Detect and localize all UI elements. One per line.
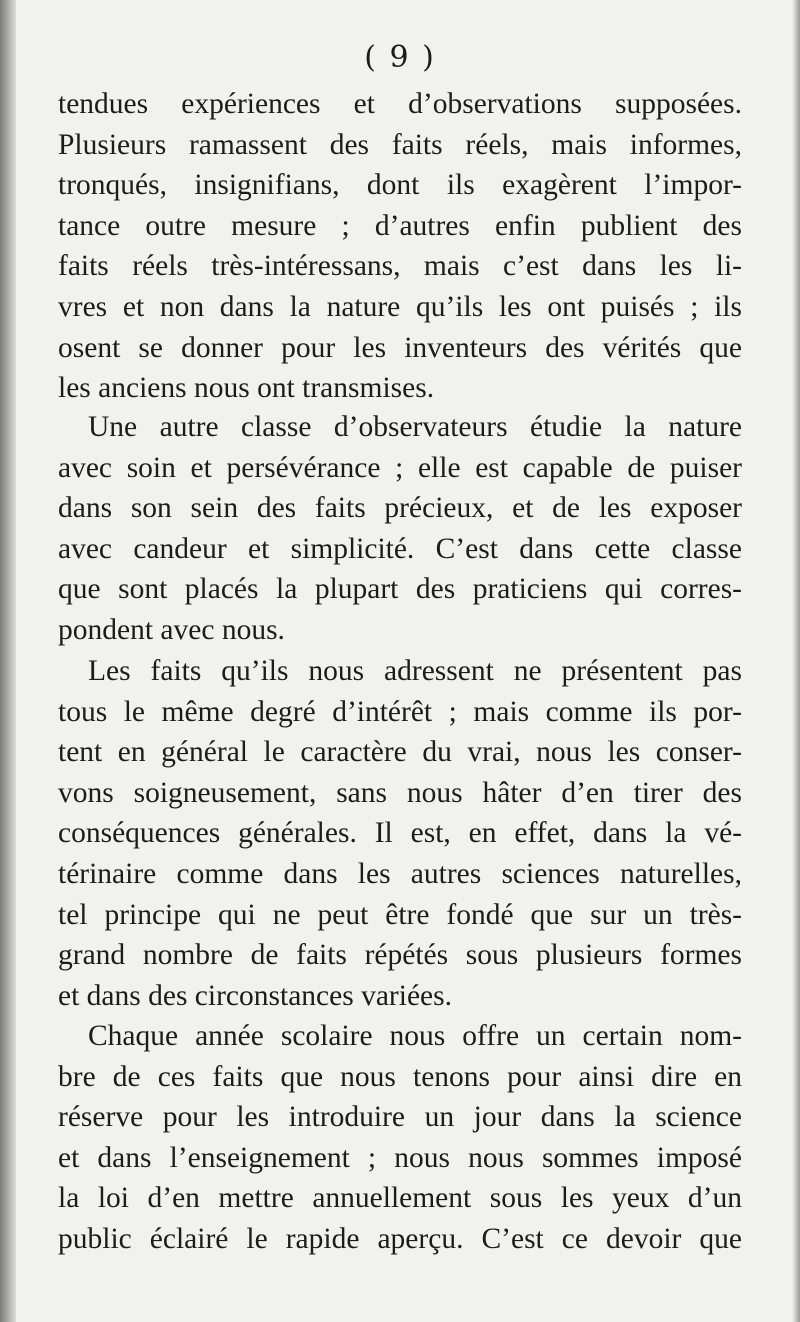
text-line: vons soigneusement, sans nous hâter d’en tirer des xyxy=(58,776,742,809)
text-line: Les faits qu’ils nous adressent ne présentent pas xyxy=(88,655,742,687)
text-line: conséquences générales. Il est, en effet, dans la vé- xyxy=(58,817,742,850)
text-line: pondent avec nous. xyxy=(58,613,285,646)
text-line: et dans l’enseignement ; nous nous sommes imposé xyxy=(58,1141,742,1174)
text-line: vres et non dans la nature qu’ils les ont puisés ; ils xyxy=(58,290,742,323)
paragraph-4 xyxy=(58,1016,742,1260)
text-line: avec candeur et simplicité. C’est dans cette classe xyxy=(58,532,742,565)
text-line: réserve pour les introduire un jour dans la science xyxy=(58,1101,742,1134)
text-line: tent en général le caractère du vrai, nous les conser- xyxy=(58,736,742,769)
text-line: bre de ces faits que nous tenons pour ainsi dire en xyxy=(58,1060,742,1093)
text-line: la loi d’en mettre annuellement sous les yeux d’un xyxy=(58,1182,742,1215)
paragraph-2 xyxy=(58,407,742,651)
page-number: ( 9 ) xyxy=(364,40,436,75)
page-right-edge-shadow xyxy=(792,0,800,1322)
text-line: dans son sein des faits précieux, et de les exposer xyxy=(58,492,742,525)
text-line: tous le même degré d’intérêt ; mais comme ils por- xyxy=(58,695,742,728)
paragraph-1 xyxy=(58,84,742,409)
text-line: les anciens nous ont transmises. xyxy=(58,372,435,405)
text-line: tance outre mesure ; d’autres enfin publient des xyxy=(58,209,742,242)
text-line: Plusieurs ramassent des faits réels, mais informes, xyxy=(58,128,742,161)
text-line: tendues expériences et d’observations supposées. xyxy=(58,88,742,120)
text-line: tronqués, insignifians, dont ils exagèrent l’impor- xyxy=(58,169,742,202)
paragraph-3 xyxy=(58,651,742,1016)
text-line: Chaque année scolaire nous offre un certain nom- xyxy=(88,1020,742,1052)
page-left-edge-shadow xyxy=(0,0,16,1322)
text-line: que sont placés la plupart des praticiens qui corres- xyxy=(58,573,742,606)
text-line: public éclairé le rapide aperçu. C’est ce devoir que xyxy=(58,1222,742,1255)
text-line: térinaire comme dans les autres sciences naturelles, xyxy=(58,857,742,890)
text-line: faits réels très-intéressans, mais c’est dans les li- xyxy=(58,250,742,283)
text-line: avec soin et persévérance ; elle est capable de puiser xyxy=(58,451,742,484)
text-line: Une autre classe d’observateurs étudie la nature xyxy=(88,411,742,443)
text-line: grand nombre de faits répétés sous plusieurs formes xyxy=(58,939,742,972)
text-line: tel principe qui ne peut être fondé que sur un très- xyxy=(58,898,742,931)
text-line: osent se donner pour les inventeurs des vérités que xyxy=(58,331,742,364)
text-line: et dans des circonstances variées. xyxy=(58,979,452,1012)
